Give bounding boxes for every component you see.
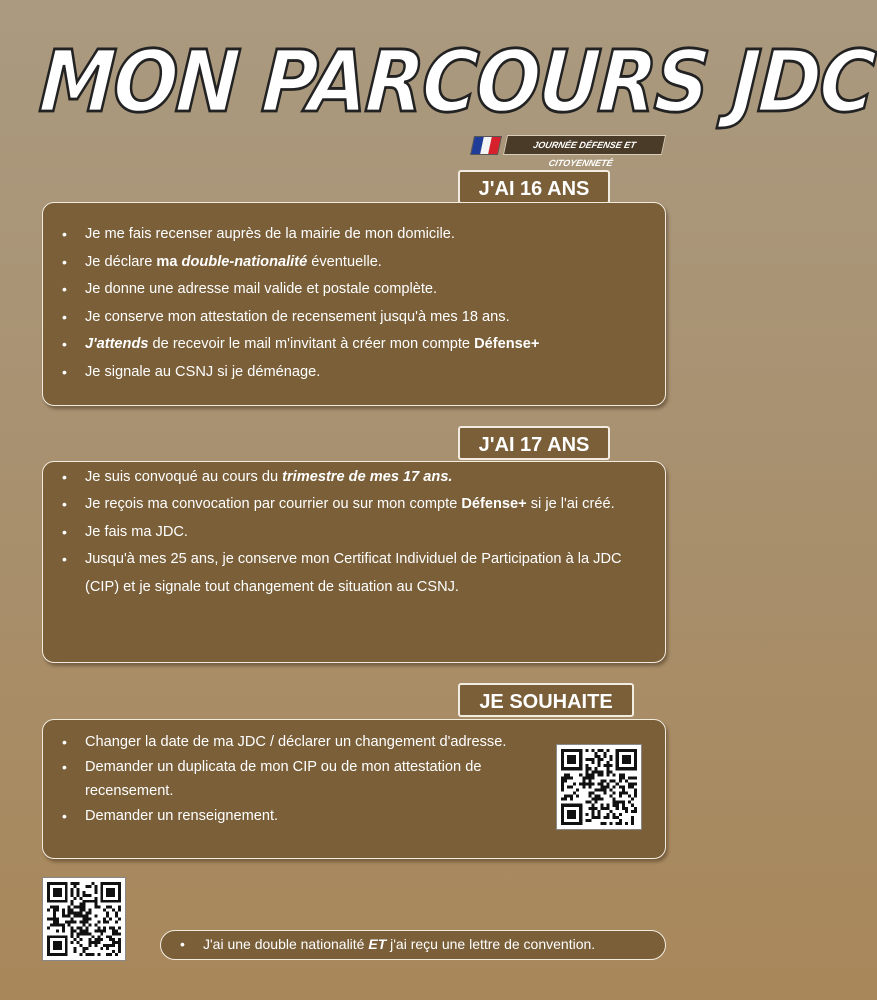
list-item	[43, 491, 647, 518]
qr-code-icon[interactable]	[556, 744, 642, 830]
footer-emphasis: ET	[368, 936, 387, 952]
list-item-text: J'attends	[85, 336, 149, 353]
list-item	[43, 804, 545, 829]
list-item-text: ma	[156, 253, 182, 270]
list-item	[43, 546, 647, 601]
list-item-text: éventuelle.	[307, 253, 382, 270]
list-item-text: Je me fais recenser auprès de la mairie de mon domicile.	[85, 226, 455, 242]
list-item	[43, 519, 647, 546]
list-item-text: Défense+	[474, 336, 540, 353]
qr-code-icon[interactable]	[42, 877, 126, 961]
list-item	[43, 755, 545, 804]
list-item-text: de recevoir le mail m'invitant à créer mon compte	[148, 336, 475, 353]
list-item-text: Défense+	[461, 496, 527, 513]
bullet: •	[180, 936, 185, 952]
list-je-souhaite	[43, 730, 545, 828]
list-item-text: Je signale au CSNJ si je déménage.	[85, 363, 321, 380]
list-item-text: Je déclare	[85, 253, 157, 270]
french-flag-icon	[470, 136, 502, 155]
footer-text-before: J'ai une double nationalité	[203, 936, 369, 952]
list-item-text: Je fais ma JDC.	[85, 523, 188, 540]
list-item	[43, 304, 665, 332]
list-17-ans	[43, 464, 647, 601]
list-item	[43, 359, 665, 387]
list-item-text: Je donne une adresse mail valide et postale complète.	[85, 281, 438, 298]
list-item	[43, 464, 647, 491]
list-item-text: trimestre de mes 17 ans.	[282, 469, 453, 485]
list-item-text: Je reçois ma convocation par courrier ou sur mon compte	[85, 496, 462, 513]
heading-16-ans: J'AI 16 ANS	[458, 170, 610, 204]
list-item-text: Je conserve mon attestation de recensement jusqu'à mes 18 ans.	[85, 308, 510, 325]
list-item	[43, 249, 665, 277]
heading-17-ans: J'AI 17 ANS	[458, 426, 610, 460]
banner-subtitle: JOURNÉE DÉFENSE ET CITOYENNETÉ	[503, 135, 666, 155]
list-item-text: double-nationalité	[181, 253, 308, 270]
panel-16-ans	[42, 202, 666, 406]
panel-17-ans	[42, 461, 666, 663]
list-item	[43, 221, 665, 249]
list-item-text: Demander un duplicata de mon CIP ou de mon attestation de recensement.	[85, 758, 482, 800]
jdc-banner	[472, 134, 664, 168]
list-item	[43, 276, 665, 304]
main-title: MON PARCOURS JDC	[36, 31, 877, 132]
list-item-text: Jusqu'à mes 25 ans, je conserve mon Certificat Individuel de Participation à la JDC (CIP) et je signale tout changement de situation au CSNJ.	[85, 551, 622, 595]
footer-note	[160, 930, 666, 960]
list-item-text: Changer la date de ma JDC / déclarer un changement d'adresse.	[85, 734, 507, 750]
list-item	[43, 331, 665, 359]
footer-text-after: j'ai reçu une lettre de convention.	[386, 936, 596, 952]
list-item-text: Demander un renseignement.	[85, 807, 279, 824]
list-item	[43, 730, 545, 755]
list-item-text: si je l'ai créé.	[526, 496, 615, 513]
list-item-text: Je suis convoqué au cours du	[85, 469, 283, 485]
heading-je-souhaite: JE SOUHAITE	[458, 683, 634, 717]
list-16-ans	[43, 221, 665, 387]
